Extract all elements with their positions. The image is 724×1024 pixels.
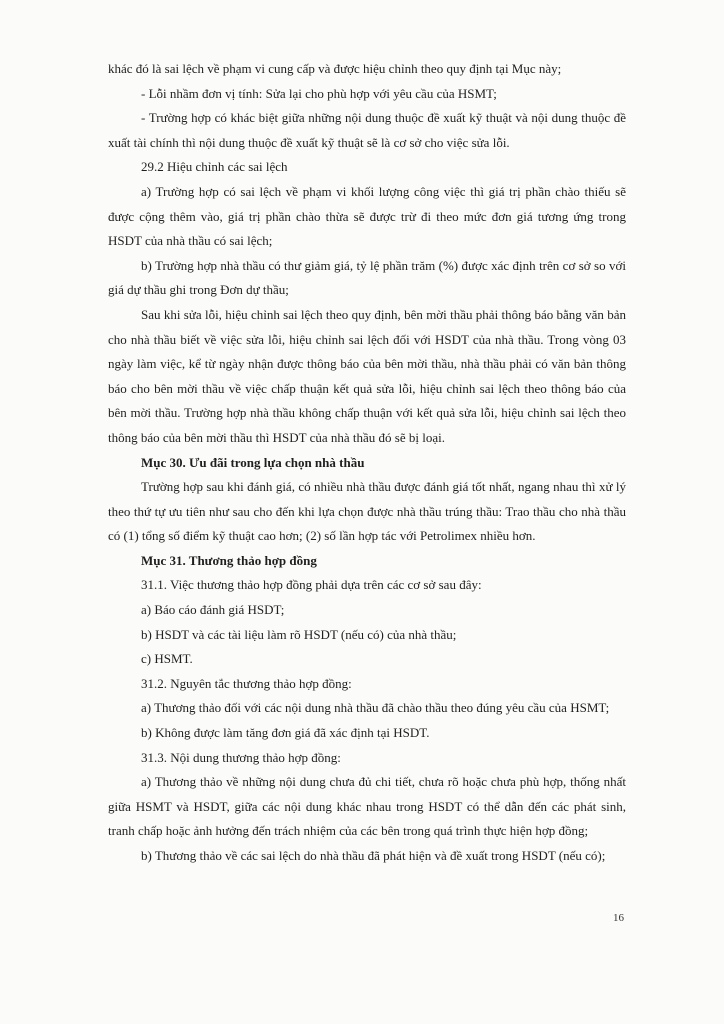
list-item: a) Báo cáo đánh giá HSDT; [141, 602, 285, 618]
list-item: b) Thương thảo về các sai lệch do nhà thầu đã phát hiện và đề xuất trong HSDT (nếu có); [141, 848, 606, 863]
list-item: c) HSMT. [141, 651, 193, 667]
paragraph: - Lỗi nhầm đơn vị tính: Sửa lại cho phù hợp với yêu cầu của HSMT; [141, 85, 497, 101]
document-body [108, 57, 626, 869]
list-item: b) HSDT và các tài liệu làm rõ HSDT (nếu có) của nhà thầu; [141, 626, 457, 642]
list-item: a) Thương thảo về những nội dung chưa đủ chi tiết, chưa rõ hoặc chưa phù hợp, thống nhất giữa HSMT và HSDT, giữa các nội dung khác nhau trong HSDT có thể dẫn đến các phát sinh, tranh chấp hoặc ảnh hưởng đến trách nhiệm của các bên trong quá trình thực hiện hợp đồng; [108, 774, 626, 839]
section-subheading: 29.2 Hiệu chỉnh các sai lệch [141, 159, 288, 175]
paragraph: Sau khi sửa lỗi, hiệu chỉnh sai lệch theo quy định, bên mời thầu phải thông báo bằng văn bản cho nhà thầu biết về việc sửa lỗi, hiệu chỉnh sai lệch đối với HSDT của nhà thầu. Trong vòng 03 ngày làm việc, kể từ ngày nhận được thông báo của bên mời thầu, nhà thầu phải có văn bản thông báo cho bên mời thầu về việc chấp thuận kết quả sửa lỗi, hiệu chỉnh sai lệch theo thông báo của bên mời thầu. Trường hợp nhà thầu không chấp thuận với kết quả sửa lỗi, hiệu chỉnh sai lệch theo thông báo của bên mời thầu thì HSDT của nhà thầu đó sẽ bị loại. [108, 306, 626, 445]
page-number: 16 [613, 912, 624, 924]
list-item: a) Thương thảo đối với các nội dung nhà thầu đã chào thầu theo đúng yêu cầu của HSMT; [141, 700, 610, 716]
paragraph: 31.3. Nội dung thương thảo hợp đồng: [141, 749, 341, 765]
paragraph: 31.1. Việc thương thảo hợp đồng phải dựa trên các cơ sở sau đây: [141, 577, 482, 593]
paragraph: 31.2. Nguyên tắc thương thảo hợp đồng: [141, 675, 352, 691]
section-heading: Mục 30. Ưu đãi trong lựa chọn nhà thầu [141, 454, 365, 470]
paragraph: Trường hợp sau khi đánh giá, có nhiều nhà thầu được đánh giá tốt nhất, ngang nhau thì xử lý theo thứ tự ưu tiên như sau cho đến khi lựa chọn được nhà thầu trúng thầu: Trao thầu cho nhà thầu có (1) tổng số điểm kỹ thuật cao hơn; (2) số lần hợp tác với Petrolimex nhiều hơn. [108, 479, 626, 544]
paragraph: b) Trường hợp nhà thầu có thư giảm giá, tỷ lệ phần trăm (%) được xác định trên cơ sở so với giá dự thầu ghi trong Đơn dự thầu; [108, 257, 626, 298]
section-heading: Mục 31. Thương thảo hợp đồng [141, 552, 317, 568]
paragraph: - Trường hợp có khác biệt giữa những nội dung thuộc đề xuất kỹ thuật và nội dung thuộc đề xuất tài chính thì nội dung thuộc đề xuất kỹ thuật sẽ là cơ sở cho việc sửa lỗi. [108, 110, 626, 150]
list-item: b) Không được làm tăng đơn giá đã xác định tại HSDT. [141, 725, 430, 741]
paragraph: khác đó là sai lệch về phạm vi cung cấp và được hiệu chỉnh theo quy định tại Mục này; [108, 61, 562, 76]
paragraph: a) Trường hợp có sai lệch về phạm vi khối lượng công việc thì giá trị phần chào thiếu sẽ được cộng thêm vào, giá trị phần chào thừa sẽ được trừ đi theo mức đơn giá tương ứng trong HSDT của nhà thầu có sai lệch; [108, 183, 626, 249]
